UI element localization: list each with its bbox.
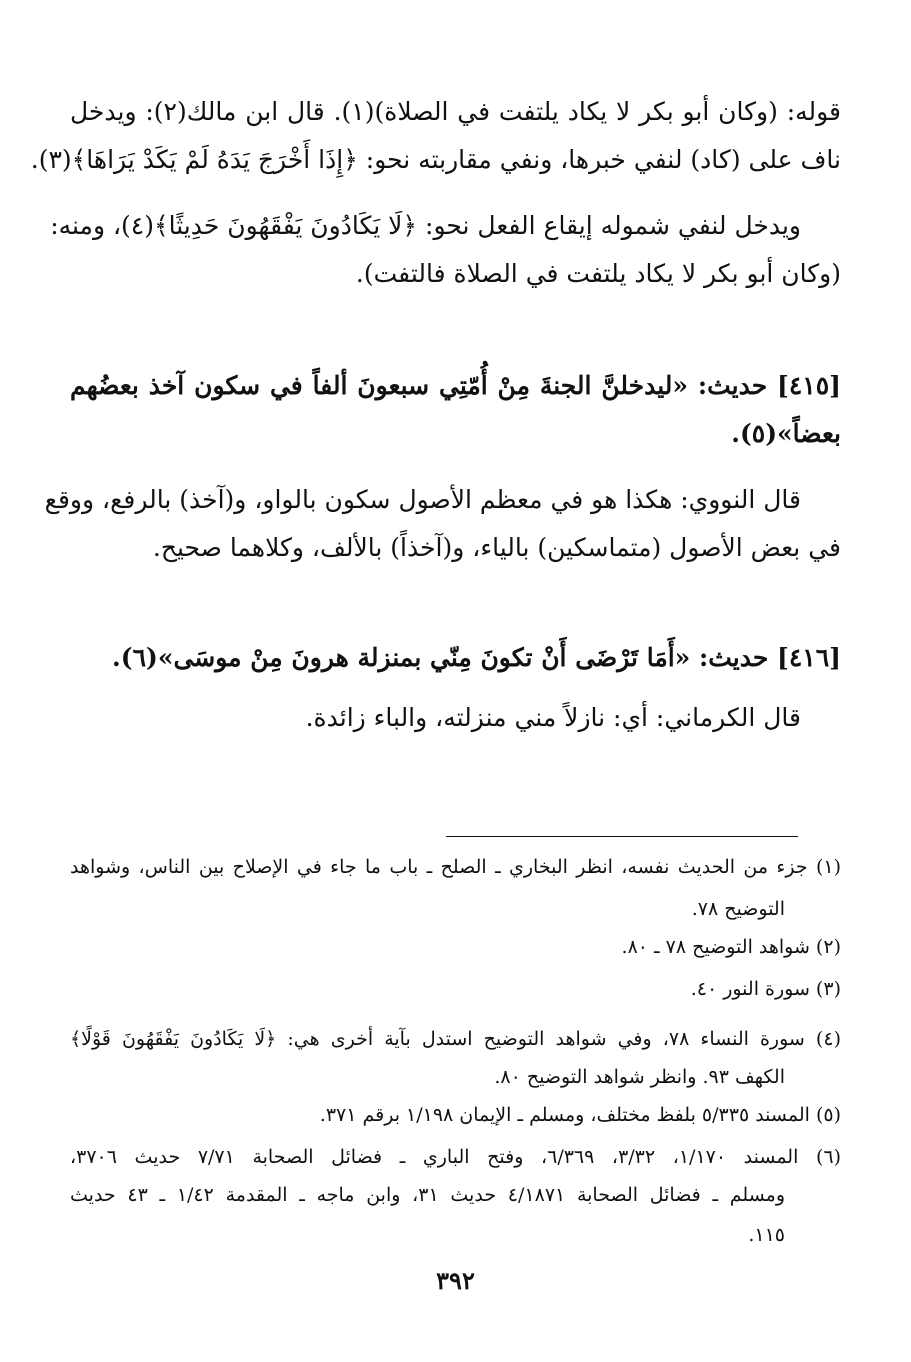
hadith-415-line-1: [٤١٥] حديث: «ليدخلنَّ الجنةَ مِنْ أُمّتِي سبعونَ ألفاً في سكون آخذ بعضُهم xyxy=(70,371,841,400)
footnote-4-line-1: (٤) سورة النساء ٧٨، وفي شواهد التوضيح استدل بآية أخرى هي: ﴿لَا يَكَادُونَ يَفْقَهُونَ قَوْلًا﴾ xyxy=(70,1028,841,1050)
footnote-4-line-2: الكهف ٩٣. وانظر شواهد التوضيح ٨٠. xyxy=(494,1066,785,1088)
footnote-2: (٢) شواهد التوضيح ٧٨ ـ ٨٠. xyxy=(621,936,841,958)
hadith-416-line-1: [٤١٦] حديث: «أَمَا تَرْضَى أَنْ تكونَ مِنّي بمنزلة هرونَ مِنْ موسَى»(٦). xyxy=(112,643,841,672)
footnote-6-line-3: ١١٥. xyxy=(748,1224,785,1246)
footnote-6-line-1: (٦) المسند ١/١٧٠، ٣/٣٢، ٦/٣٦٩، وفتح الباري ـ فضائل الصحابة ٧/٧١ حديث ٣٧٠٦، xyxy=(70,1146,842,1168)
commentary-416-line-1: قال الكرماني: أي: نازلاً مني منزلته، والباء زائدة. xyxy=(305,703,801,732)
paragraph-2-line-1: ويدخل لنفي شموله إيقاع الفعل نحو: ﴿لَا يَكَادُونَ يَفْقَهُونَ حَدِيثًا﴾(٤)، ومنه: xyxy=(50,211,801,240)
footnote-1-line-1: (١) جزء من الحديث نفسه، انظر البخاري ـ الصلح ـ باب ما جاء في الإصلاح بين الناس، وشواهد xyxy=(70,856,841,878)
footnote-1-line-2: التوضيح ٧٨. xyxy=(691,898,785,920)
commentary-415-line-2: في بعض الأصول (متماسكين) بالياء، و(آخذاً) بالألف، وكلاهما صحيح. xyxy=(152,533,841,562)
footnote-divider xyxy=(446,836,798,837)
hadith-415-line-2: بعضاً»(٥). xyxy=(731,419,841,448)
paragraph-1-line-2: ناف على (كاد) لنفي خبرها، ونفي مقاربته نحو: ﴿إِذَا أَخْرَجَ يَدَهُ لَمْ يَكَدْ يَرَاهَا﴾(٣). xyxy=(30,145,841,174)
footnote-6-line-2: ومسلم ـ فضائل الصحابة ٤/١٨٧١ حديث ٣١، وابن ماجه ـ المقدمة ١/٤٢ ـ ٤٣ حديث xyxy=(70,1184,786,1206)
commentary-415-line-1: قال النووي: هكذا هو في معظم الأصول سكون بالواو، و(آخذ) بالرفع، ووقع xyxy=(44,485,801,514)
footnote-3: (٣) سورة النور ٤٠. xyxy=(690,978,841,1000)
page-number: ٣٩٢ xyxy=(436,1266,475,1295)
footnote-5: (٥) المسند ٥/٣٣٥ بلفظ مختلف، ومسلم ـ الإيمان ١/١٩٨ برقم ٣٧١. xyxy=(319,1104,841,1126)
paragraph-1-line-1: قوله: (وكان أبو بكر لا يكاد يلتفت في الصلاة)(١). قال ابن مالك(٢): ويدخل xyxy=(70,97,842,126)
paragraph-2-line-2: (وكان أبو بكر لا يكاد يلتفت في الصلاة فالتفت). xyxy=(355,259,841,288)
